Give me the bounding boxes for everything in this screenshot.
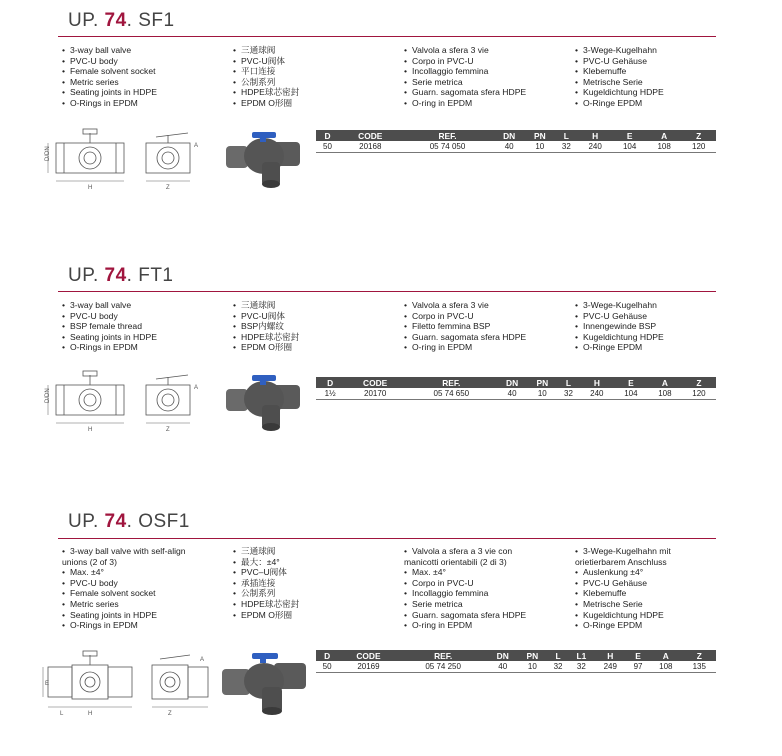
title-divider <box>58 36 716 37</box>
list-item: • Max. ±4° <box>62 567 104 578</box>
list-item: • Guarn. sagomata sfera HDPE <box>404 87 527 98</box>
table-header-row <box>316 130 716 141</box>
list-item: • 公制系列 <box>233 76 276 87</box>
list-item: • Serie metrica <box>404 76 463 87</box>
title-divider <box>58 291 716 292</box>
list-item: • Kugeldichtung HDPE <box>575 609 664 620</box>
table-cell: 249 <box>594 661 627 672</box>
dim-label-e: E <box>45 681 50 687</box>
column-header: D <box>316 650 338 661</box>
page-title: UP. 74. SF1 <box>68 10 175 31</box>
list-item: manicotti orientabili (2 di 3) <box>404 556 507 567</box>
table-cell: 104 <box>612 141 647 152</box>
list-item: • Corpo in PVC-U <box>404 310 474 321</box>
column-header: Z <box>682 377 716 388</box>
table-row <box>316 661 716 672</box>
list-item: • Klebemuffe <box>575 66 627 77</box>
dim-label-z: Z <box>168 711 172 717</box>
list-item: • Female solvent socket <box>62 588 156 599</box>
table-cell: 108 <box>649 661 682 672</box>
list-item: • 承插连接 <box>233 577 276 588</box>
column-header: E <box>627 650 649 661</box>
table-cell: 40 <box>494 141 525 152</box>
list-item: • O-ring in EPDM <box>404 97 473 108</box>
table-cell: 05 74 650 <box>406 388 497 399</box>
list-item: • Kugeldichtung HDPE <box>575 87 664 98</box>
list-item: • 最大：±4° <box>233 556 280 567</box>
list-item: unions (2 of 3) <box>62 556 117 567</box>
list-item: • Corpo in PVC-U <box>404 55 474 66</box>
column-header: PN <box>528 377 558 388</box>
list-item: • HDPE球芯密封 <box>233 598 300 609</box>
list-item: • Serie metrica <box>404 598 463 609</box>
list-item: • Seating joints in HDPE <box>62 609 157 620</box>
column-header: L <box>555 130 578 141</box>
list-item: • 3-Wege-Kugelhahn mit <box>575 546 671 556</box>
spec-table <box>316 650 716 673</box>
product-photo <box>222 124 306 190</box>
table-cell: 20169 <box>338 661 398 672</box>
table-cell: 120 <box>682 388 716 399</box>
list-item: • PVC-U body <box>62 55 118 66</box>
table-cell: 240 <box>580 388 614 399</box>
list-item: • Incollaggio femmina <box>404 66 489 77</box>
table-cell: 10 <box>528 388 558 399</box>
column-header: E <box>612 130 647 141</box>
list-item: • PVC-U阀体 <box>233 310 285 321</box>
features-zh <box>233 300 299 353</box>
title-divider <box>58 538 716 539</box>
column-header: DN <box>488 650 518 661</box>
list-item: • PVC-U body <box>62 310 118 321</box>
table-cell: 50 <box>316 141 339 152</box>
column-header: CODE <box>338 650 398 661</box>
column-header: REF. <box>399 650 488 661</box>
section-ft1 <box>0 255 782 495</box>
features-it <box>404 300 526 353</box>
column-header: REF. <box>406 377 497 388</box>
table-cell: 135 <box>683 661 716 672</box>
table-cell: 108 <box>648 388 682 399</box>
table-cell: 05 74 250 <box>399 661 488 672</box>
list-item: • HDPE球芯密封 <box>233 87 300 98</box>
dim-label-z: Z <box>166 427 170 433</box>
table-cell: 40 <box>497 388 528 399</box>
table-row <box>316 388 716 399</box>
list-item: • O-Rings in EPDM <box>62 620 138 631</box>
list-item: • O-Ringe EPDM <box>575 620 643 631</box>
table-cell: 20168 <box>339 141 402 152</box>
list-item: • Max. ±4° <box>404 567 446 578</box>
spec-table <box>316 130 716 153</box>
column-header: H <box>594 650 627 661</box>
features-it <box>404 45 526 109</box>
table-header-row <box>316 650 716 661</box>
list-item: • 3-way ball valve <box>62 300 132 310</box>
technical-drawing <box>42 125 212 195</box>
page-title: UP. 74. OSF1 <box>68 511 190 532</box>
list-item: • 3-way ball valve with self-align <box>62 546 186 556</box>
features-zh <box>233 45 299 109</box>
dim-label-z: Z <box>166 185 170 191</box>
column-header: D <box>316 130 339 141</box>
table-cell: 05 74 050 <box>402 141 494 152</box>
features-en <box>62 45 157 109</box>
technical-drawing <box>40 645 216 721</box>
table-row <box>316 141 716 152</box>
dim-label-d: D/DN <box>45 388 51 403</box>
column-header: L <box>557 377 580 388</box>
list-item: • Valvola a sfera 3 vie <box>404 45 489 55</box>
column-header: A <box>648 377 682 388</box>
table-cell: 32 <box>557 388 580 399</box>
dim-label-l: L <box>60 711 64 717</box>
column-header: H <box>578 130 613 141</box>
list-item: • O-Ringe EPDM <box>575 342 643 353</box>
column-header: CODE <box>344 377 406 388</box>
table-cell: 240 <box>578 141 613 152</box>
table-cell: 50 <box>316 661 338 672</box>
list-item: • PVC-U阀体 <box>233 55 285 66</box>
column-header: D <box>316 377 344 388</box>
list-item: • PVC-U body <box>62 577 118 588</box>
spec-table <box>316 377 716 400</box>
page-title: UP. 74. FT1 <box>68 265 174 286</box>
list-item: • Valvola a sfera a 3 vie con <box>404 546 513 556</box>
column-header: CODE <box>339 130 402 141</box>
list-item: • Valvola a sfera 3 vie <box>404 300 489 310</box>
dim-label-a: A <box>194 385 199 391</box>
column-header: A <box>649 650 682 661</box>
table-cell: 104 <box>614 388 648 399</box>
list-item: • O-ring in EPDM <box>404 342 473 353</box>
column-header: DN <box>494 130 525 141</box>
list-item: • Auslenkung ±4° <box>575 567 644 578</box>
list-item: • EPDM O形圈 <box>233 342 293 353</box>
dim-label-a: A <box>194 143 199 149</box>
dim-label-d: D/DN <box>45 146 51 161</box>
column-header: Z <box>681 130 716 141</box>
features-en <box>62 300 157 353</box>
list-item: • PVC-U Gehäuse <box>575 310 648 321</box>
list-item: • PVC-U Gehäuse <box>575 55 648 66</box>
list-item: • O-ring in EPDM <box>404 620 473 631</box>
list-item: • 平口连接 <box>233 66 276 77</box>
list-item: • O-Rings in EPDM <box>62 342 138 353</box>
list-item: • Klebemuffe <box>575 588 627 599</box>
section-osf1 <box>0 505 782 756</box>
list-item: • Metrische Serie <box>575 76 643 87</box>
column-header: REF. <box>402 130 494 141</box>
features-de <box>575 45 664 109</box>
table-cell: 97 <box>627 661 649 672</box>
list-item: • Metrische Serie <box>575 598 643 609</box>
list-item: • BSP内螺纹 <box>233 321 284 332</box>
column-header: Z <box>683 650 716 661</box>
table-cell: 32 <box>555 141 578 152</box>
dim-label-h: H <box>88 427 93 433</box>
features-en <box>62 546 186 631</box>
column-header: L1 <box>569 650 593 661</box>
features-de <box>575 546 671 631</box>
table-cell: 32 <box>569 661 593 672</box>
list-item: • O-Rings in EPDM <box>62 97 138 108</box>
technical-drawing <box>42 367 212 437</box>
list-item: • O-Ringe EPDM <box>575 97 643 108</box>
list-item: • 公制系列 <box>233 588 276 599</box>
list-item: • BSP female thread <box>62 321 142 332</box>
list-item: • 三通球阀 <box>233 45 276 55</box>
features-de <box>575 300 664 353</box>
list-item: • HDPE球芯密封 <box>233 331 300 342</box>
column-header: L <box>547 650 569 661</box>
table-cell: 120 <box>681 141 716 152</box>
dim-label-h: H <box>88 185 93 191</box>
list-item: • 3-Wege-Kugelhahn <box>575 45 657 55</box>
list-item: • PVC–U阀体 <box>233 567 287 578</box>
list-item: • 3-Wege-Kugelhahn <box>575 300 657 310</box>
features-it <box>404 546 526 631</box>
list-item: • Kugeldichtung HDPE <box>575 331 664 342</box>
list-item: • Female solvent socket <box>62 66 156 77</box>
list-item: • Guarn. sagomata sfera HDPE <box>404 331 527 342</box>
column-header: E <box>614 377 648 388</box>
dim-label-a: A <box>200 657 205 663</box>
list-item: orietierbarem Anschluss <box>575 556 667 567</box>
list-item: • Corpo in PVC-U <box>404 577 474 588</box>
table-cell: 20170 <box>344 388 406 399</box>
table-cell: 40 <box>488 661 518 672</box>
section-sf1 <box>0 0 782 240</box>
table-cell: 10 <box>525 141 555 152</box>
table-cell: 32 <box>547 661 569 672</box>
list-item: • Metric series <box>62 598 119 609</box>
column-header: PN <box>518 650 547 661</box>
table-cell: 1½ <box>316 388 344 399</box>
table-cell: 10 <box>518 661 547 672</box>
list-item: • Seating joints in HDPE <box>62 331 157 342</box>
table-cell: 108 <box>647 141 682 152</box>
dim-label-h: H <box>88 711 93 717</box>
product-photo <box>220 645 310 717</box>
column-header: PN <box>525 130 555 141</box>
list-item: • Guarn. sagomata sfera HDPE <box>404 609 527 620</box>
column-header: H <box>580 377 614 388</box>
list-item: • Innengewinde BSP <box>575 321 657 332</box>
list-item: • Metric series <box>62 76 119 87</box>
list-item: • Incollaggio femmina <box>404 588 489 599</box>
list-item: • 三通球阀 <box>233 546 276 556</box>
features-zh <box>233 546 299 620</box>
list-item: • Seating joints in HDPE <box>62 87 157 98</box>
column-header: DN <box>497 377 528 388</box>
product-photo <box>222 367 306 433</box>
list-item: • EPDM O形圈 <box>233 97 293 108</box>
table-header-row <box>316 377 716 388</box>
column-header: A <box>647 130 682 141</box>
list-item: • PVC-U Gehäuse <box>575 577 648 588</box>
list-item: • 三通球阀 <box>233 300 276 310</box>
list-item: • Filetto femmina BSP <box>404 321 491 332</box>
list-item: • EPDM O形圈 <box>233 609 293 620</box>
list-item: • 3-way ball valve <box>62 45 132 55</box>
